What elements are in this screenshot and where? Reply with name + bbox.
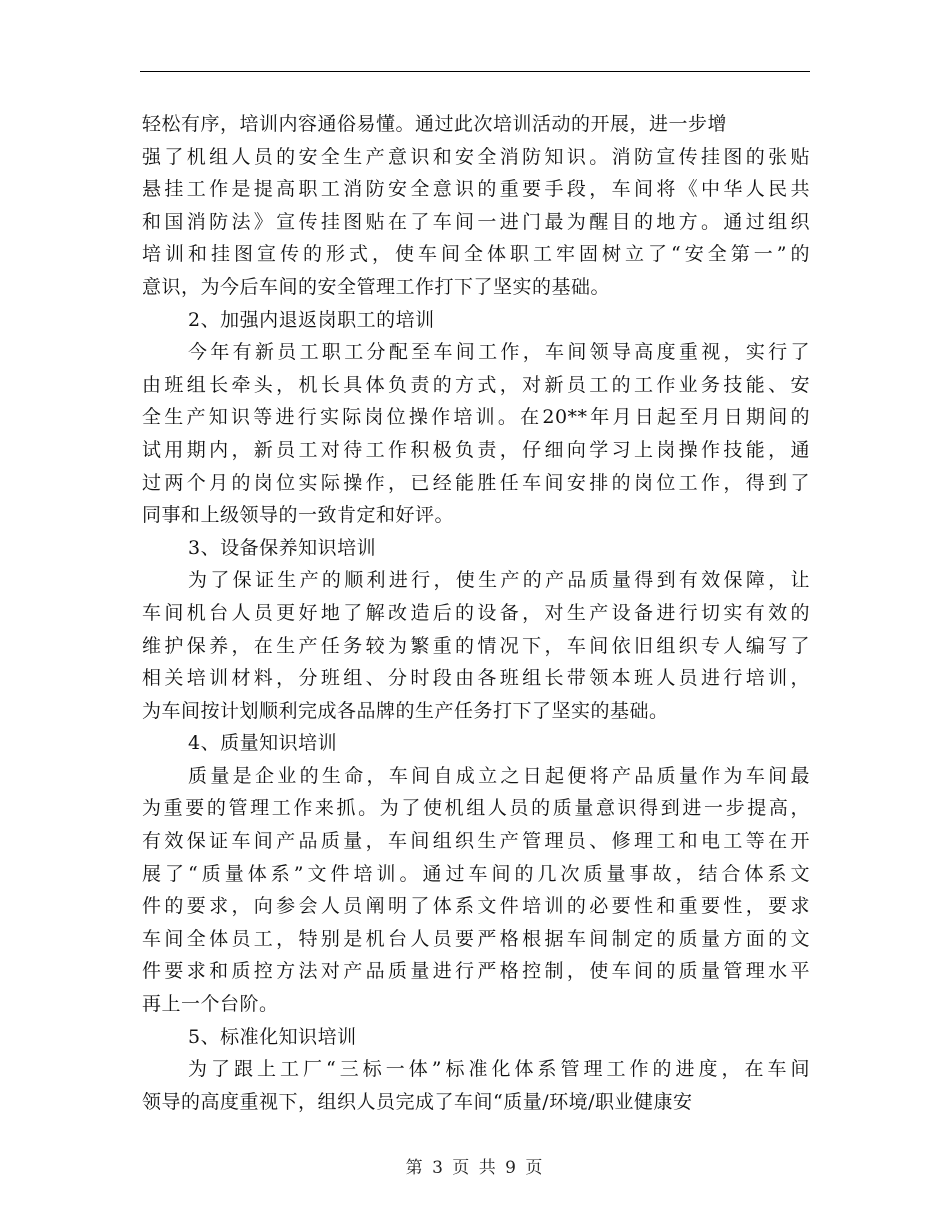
paragraph-line: 和国消防法》宣传挂图贴在了车间一进门最为醒目的地方。通过组织 (142, 210, 810, 233)
paragraph-line: 试用期内，新员工对待工作积极负责，仔细向学习上岗操作技能，通 (142, 438, 810, 461)
paragraph-line: 由班组长牵头，机长具体负责的方式，对新员工的工作业务技能、安 (142, 373, 810, 396)
paragraph-line: 为了保证生产的顺利进行，使生产的产品质量得到有效保障，让 (188, 569, 810, 592)
paragraph-line: 维护保养，在生产任务较为繁重的情况下，车间依旧组织专人编写了 (142, 634, 810, 657)
paragraph-line: 为了跟上工厂“三标一体”标准化体系管理工作的进度，在车间 (188, 1058, 810, 1081)
paragraph-line: 为重要的管理工作来抓。为了使机组人员的质量意识得到进一步提高， (142, 797, 810, 820)
paragraph-line: 质量是企业的生命，车间自成立之日起便将产品质量作为车间最 (188, 764, 810, 787)
header-rule (140, 71, 810, 72)
paragraph-line: 再上一个台阶。 (142, 993, 279, 1016)
paragraph-line: 悬挂工作是提高职工消防安全意识的重要手段，车间将《中华人民共 (142, 178, 810, 201)
paragraph-line: 今年有新员工职工分配至车间工作，车间领导高度重视，实行了 (188, 341, 810, 364)
paragraph-line: 过两个月的岗位实际操作，已经能胜任车间安排的岗位工作，得到了 (142, 471, 810, 494)
paragraph-line: 全生产知识等进行实际岗位操作培训。在20**年月日起至月日期间的 (142, 406, 810, 429)
paragraph-line: 有效保证车间产品质量，车间组织生产管理员、修理工和电工等在开 (142, 830, 810, 853)
paragraph-line: 轻松有序，培训内容通俗易懂。通过此次培训活动的开展，进一步增 (142, 113, 728, 135)
paragraph-line: 领导的高度重视下，组织人员完成了车间“质量/环境/职业健康安 (142, 1090, 693, 1113)
page-number-footer: 第 3 页 共 9 页 (405, 1158, 545, 1178)
paragraph-line: 同事和上级领导的一致肯定和好评。 (142, 504, 455, 527)
section-heading: 4、质量知识培训 (188, 732, 338, 755)
paragraph-line: 件要求和质控方法对产品质量进行严格控制，使车间的质量管理水平 (142, 960, 810, 983)
paragraph-line: 强了机组人员的安全生产意识和安全消防知识。消防宣传挂图的张贴 (142, 145, 810, 168)
paragraph-line: 为车间按计划顺利完成各品牌的生产任务打下了坚实的基础。 (142, 699, 669, 722)
paragraph-line: 相关培训材料，分班组、分时段由各班组长带领本班人员进行培训， (142, 667, 810, 690)
paragraph-line: 展了“质量体系”文件培训。通过车间的几次质量事故，结合体系文 (142, 862, 810, 885)
section-heading: 2、加强内退返岗职工的培训 (188, 308, 435, 331)
section-heading: 3、设备保养知识培训 (188, 536, 377, 559)
paragraph-line: 培训和挂图宣传的形式，使车间全体职工牢固树立了“安全第一”的 (142, 243, 810, 266)
paragraph-line: 件的要求，向参会人员阐明了体系文件培训的必要性和重要性，要求 (142, 895, 810, 918)
section-heading: 5、标准化知识培训 (188, 1025, 357, 1048)
paragraph-line: 车间机台人员更好地了解改造后的设备，对生产设备进行切实有效的 (142, 601, 810, 624)
document-body (142, 108, 810, 1118)
paragraph-line: 车间全体员工，特别是机台人员要严格根据车间制定的质量方面的文 (142, 927, 810, 950)
paragraph-line: 意识，为今后车间的安全管理工作打下了坚实的基础。 (142, 275, 611, 298)
